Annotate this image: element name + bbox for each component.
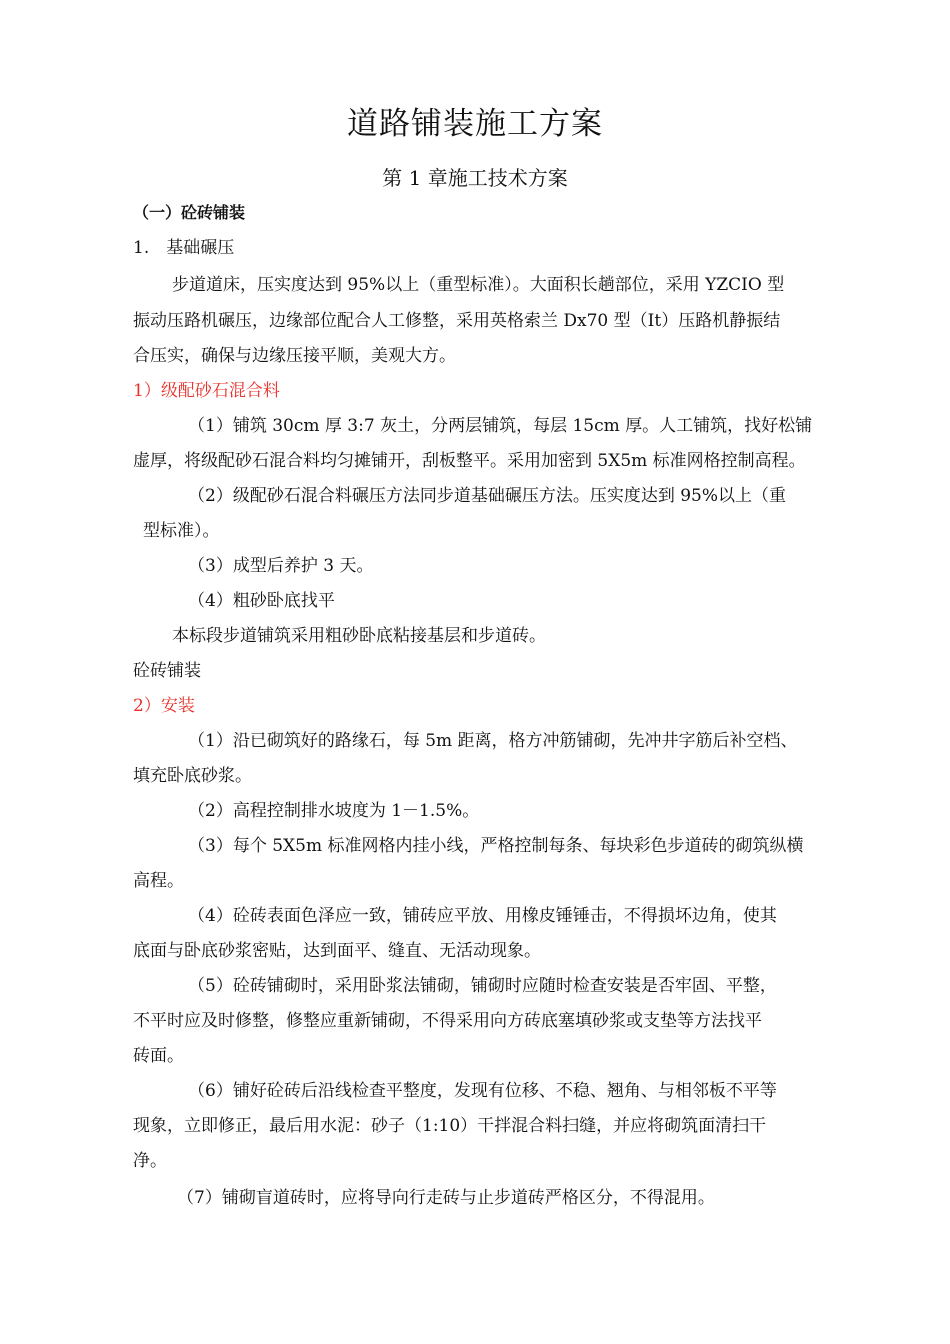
list-item: 净。 (133, 1151, 167, 1171)
section-heading: （一）砼砖铺装 (133, 203, 246, 222)
paragraph-line: 本标段步道铺筑采用粗砂卧底粘接基层和步道砖。 (172, 626, 546, 646)
paragraph-line: 砼砖铺装 (133, 661, 201, 681)
paragraph-line: 振动压路机碾压，边缘部位配合人工修整，采用英格索兰 Dx70 型（It）压路机静振结 (133, 311, 781, 331)
list-item: 底面与卧底砂浆密贴，达到面平、缝直、无活动现象。 (133, 941, 541, 961)
list-item: （3）成型后养护 3 天。 (188, 556, 374, 576)
list-item: 填充卧底砂浆。 (133, 766, 252, 786)
chapter-title: 第 1 章施工技术方案 (382, 166, 568, 190)
list-item: （4）砼砖表面色泽应一致，铺砖应平放、用橡皮锤锤击，不得损坏边角，使其 (188, 906, 777, 926)
list-item: 不平时应及时修整，修整应重新铺砌，不得采用向方砖底塞填砂浆或支垫等方法找平 (133, 1011, 762, 1031)
list-item: 现象，立即修正，最后用水泥：砂子（1:10）干拌混合料扫缝，并应将砌筑面清扫干 (133, 1116, 767, 1136)
document-title: 道路铺装施工方案 (347, 106, 603, 142)
list-item: （2）高程控制排水坡度为 1－1.5%。 (188, 801, 480, 821)
list-item: （5）砼砖铺砌时，采用卧浆法铺砌，铺砌时应随时检查安装是否牢固、平整， (188, 976, 777, 996)
list-item: 砖面。 (133, 1046, 184, 1066)
list-item: （1）铺筑 30cm 厚 3:7 灰土，分两层铺筑，每层 15cm 厚。人工铺筑，找好松铺 (188, 416, 813, 436)
list-item: 高程。 (133, 871, 184, 891)
item-heading: 1. 基础碾压 (133, 238, 235, 258)
subsection-heading: 1）级配砂石混合料 (133, 381, 280, 401)
list-item: （4）粗砂卧底找平 (188, 591, 335, 611)
paragraph-line: 合压实，确保与边缘压接平顺，美观大方。 (133, 346, 456, 366)
subsection-heading: 2）安装 (133, 696, 195, 716)
list-item: （3）每个 5X5m 标准网格内挂小线，严格控制每条、每块彩色步道砖的砌筑纵横 (188, 836, 804, 856)
list-item: （7）铺砌盲道砖时，应将导向行走砖与止步道砖严格区分，不得混用。 (177, 1188, 715, 1208)
list-item: （6）铺好砼砖后沿线检查平整度，发现有位移、不稳、翘角、与相邻板不平等 (188, 1081, 777, 1101)
list-item: 型标准）。 (143, 521, 220, 541)
list-item: （2）级配砂石混合料碾压方法同步道基础碾压方法。压实度达到 95%以上（重 (188, 486, 787, 506)
paragraph-line: 步道道床，压实度达到 95%以上（重型标准）。大面积长趟部位，采用 YZCIO 型 (172, 275, 785, 295)
list-item: 虚厚，将级配砂石混合料均匀摊铺开，刮板整平。采用加密到 5X5m 标准网格控制高程。 (133, 451, 806, 471)
list-item: （1）沿已砌筑好的路缘石，每 5m 距离，格方冲筋铺砌，先冲井字筋后补空档、 (188, 731, 798, 751)
